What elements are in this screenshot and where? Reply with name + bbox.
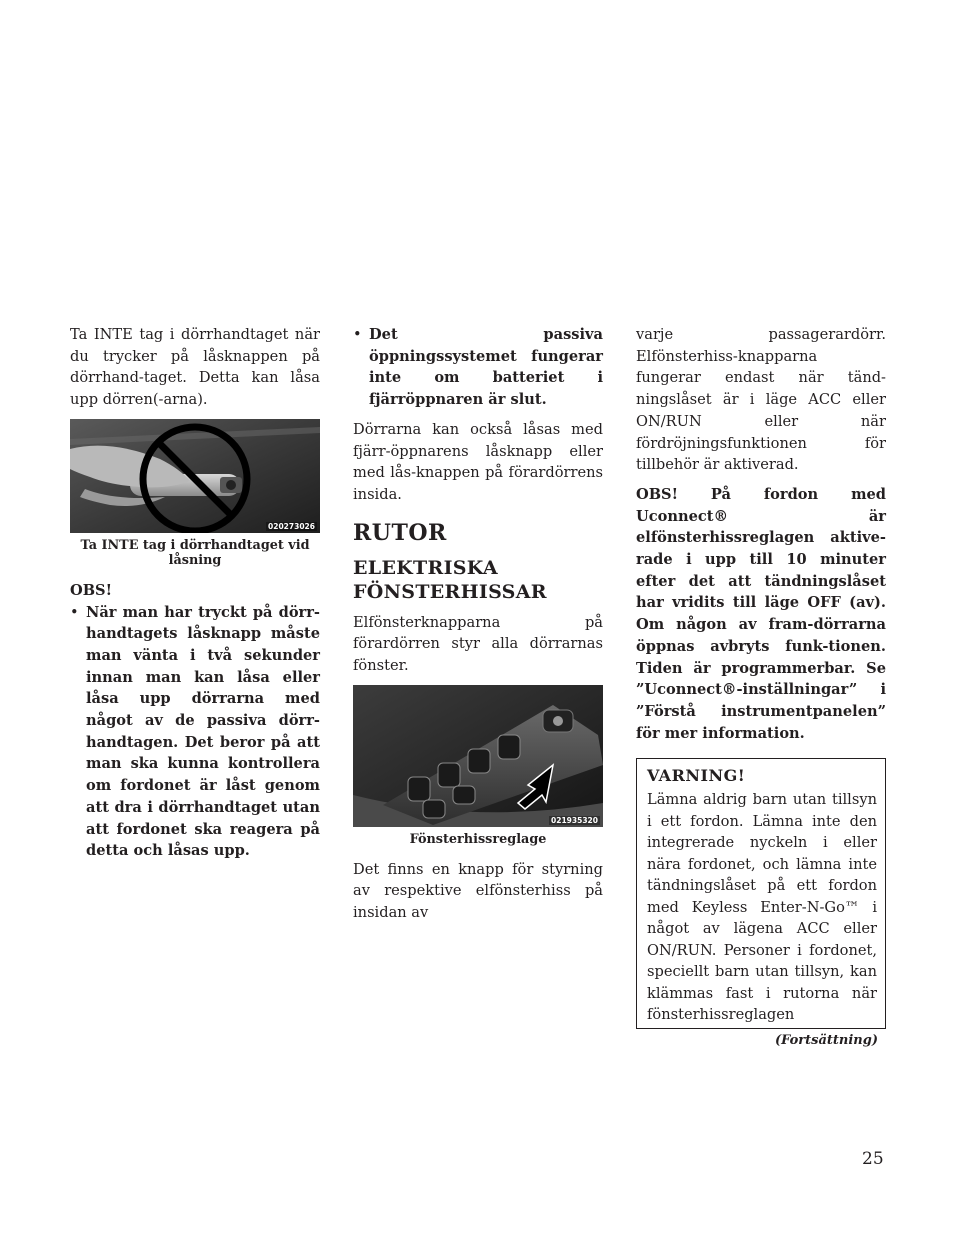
figure-caption: Ta INTE tag i dörrhandtaget vid låsning	[80, 537, 310, 568]
body-paragraph: Det finns en knapp för styrning av respektive elfönsterhiss på insidan av	[353, 860, 603, 922]
warning-box	[636, 758, 886, 1029]
body-paragraph: Dörrarna kan också låsas med fjärr-öppnarens låsknapp eller med lås-knappen på förardörrens insida.	[353, 420, 603, 503]
intro-paragraph: Ta INTE tag i dörrhandtaget när du trycker på låsknappen på dörrhand-taget. Detta kan låsa upp dörren(-arna).	[70, 326, 320, 409]
obs-note: OBS! På fordon med Uconnect® är elfönsterhissreglagen aktive-rade i upp till 10 minuter efter det att tändningslåset har vridits till läge OFF (av). Om någon av fram-dörrarna öppnas avbryts funk-tionen. Tiden är programmerbar. Se ”Uconnect®-inställningar” i ”Förstå instrumentpanelen” för mer information.	[636, 485, 886, 742]
column-left	[70, 324, 320, 862]
bullet-list	[353, 324, 603, 411]
bullet-item: • Det passiva öppningssystemet fungerar inte om batteriet i fjärröppnaren är slut.	[353, 324, 603, 411]
column-middle	[353, 324, 603, 924]
body-paragraph: varje passagerardörr. Elfönsterhiss-knapparna fungerar endast när tänd-ningslåset är i läge ACC eller ON/RUN eller när fördröjningsfunktionen för tillbehör är aktiverad.	[636, 326, 886, 474]
figure-code: 020273026	[268, 521, 315, 531]
figure-code: 021935320	[551, 815, 598, 825]
subsection-heading: ELEKTRISKA FÖNSTERHISSAR	[353, 556, 547, 603]
page-number: 25	[862, 1149, 884, 1169]
door-handle-photo	[70, 419, 320, 533]
warning-text: Lämna aldrig barn utan tillsyn i ett fordon. Lämna inte den integrerade nyckeln i eller nära fordonet, och lämna inte tändningslåset på ett fordon med Keyless Enter-N-Go™ i något av lägena ACC eller ON/RUN. Personer i fordonet, speciellt barn utan tillsyn, kan klämmas fast i rutorna när fönsterhissreglagen	[647, 791, 877, 1024]
bullet-list	[70, 602, 320, 862]
figure-window-switches	[353, 685, 603, 847]
window-switch-photo	[353, 685, 603, 827]
body-paragraph: Elfönsterknapparna på förardörren styr alla dörrarnas fönster.	[353, 613, 603, 675]
figure-door-handle	[70, 419, 320, 568]
continued-label: (Fortsättning)	[774, 1032, 878, 1048]
column-right	[636, 324, 886, 1048]
obs-label: OBS!	[70, 581, 112, 599]
bullet-item: • När man har tryckt på dörr-handtagets låsknapp måste man vänta i två sekunder innan man kan låsa eller låsa upp dörrarna med något av de passiva dörr-handtagen. Det beror på att man ska kunna kontrollera om fordonet är låst genom att dra i dörrhandtaget utan att fordonet ska reagera på detta och låsas upp.	[70, 602, 320, 862]
section-heading: RUTOR	[353, 519, 447, 546]
figure-caption: Fönsterhissreglage	[409, 831, 547, 847]
warning-title: VARNING!	[647, 766, 746, 786]
